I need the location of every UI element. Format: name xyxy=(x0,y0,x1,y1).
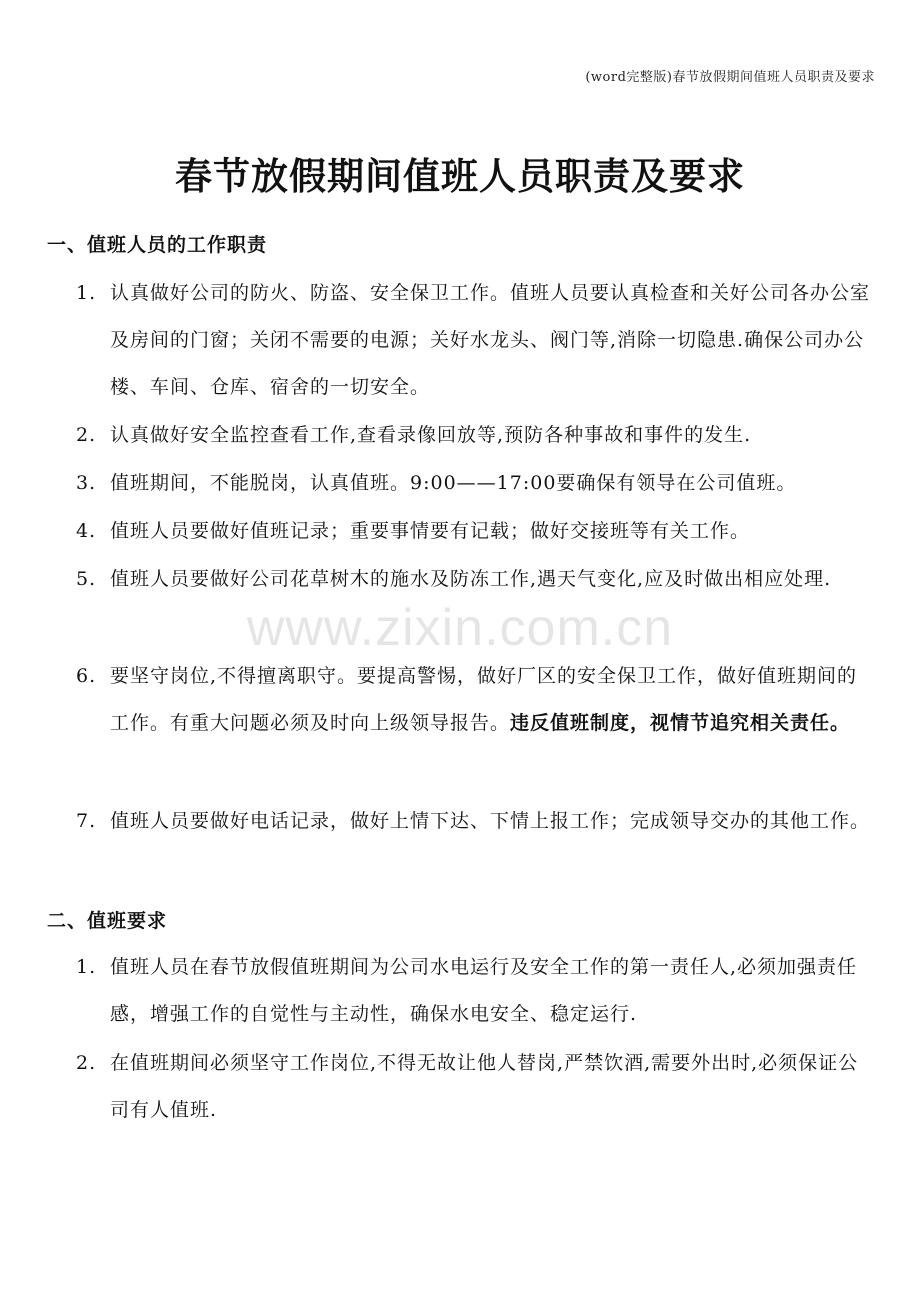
list-item xyxy=(76,556,876,603)
list-item-text: 值班人员要做好值班记录；重要事情要有记载；做好交接班等有关工作。 xyxy=(110,520,751,542)
list-item-number: 6. xyxy=(76,665,97,687)
list-item-text: 值班人员在春节放假值班期间为公司水电运行及安全工作的第一责任人,必须加强责任感，增强工作的自觉性与主动性，确保水电安全、稳定运行. xyxy=(110,956,858,1025)
watermark: www.zixin.com.cn xyxy=(246,599,674,657)
list-item-text: 值班人员要做好公司花草树木的施水及防冻工作,遇天气变化,应及时做出相应处理. xyxy=(110,568,832,590)
list-item xyxy=(76,412,876,459)
list-item-number: 2. xyxy=(76,1052,97,1074)
list-item-number: 7. xyxy=(76,810,97,832)
section-heading-duties: 一、值班人员的工作职责 xyxy=(47,234,268,256)
list-item-text-wrapper xyxy=(110,653,876,747)
list-item xyxy=(76,508,876,555)
list-item-number: 4. xyxy=(76,520,97,542)
list-item-emphasis: 违反值班制度，视情节追究相关责任。 xyxy=(510,712,851,734)
list-item xyxy=(76,270,876,411)
list-item-text: 认真做好安全监控查看工作,查看录像回放等,预防各种事故和事件的发生. xyxy=(110,424,752,446)
list-item xyxy=(76,653,876,747)
list-item-text: 在值班期间必须坚守工作岗位,不得无故让他人替岗,严禁饮酒,需要外出时,必须保证公司有人值班. xyxy=(110,1052,859,1121)
list-item-number: 5. xyxy=(76,568,97,590)
list-item-number: 1. xyxy=(76,956,97,978)
list-item-text: 要坚守岗位,不得擅离职守。要提高警惕，做好厂区的安全保卫工作，做好值班期间的工作。有重大问题必须及时向上级领导报告。 xyxy=(110,665,858,734)
list-item-number: 1. xyxy=(76,282,97,304)
list-item-text: 值班人员要做好电话记录，做好上情下达、下情上报工作；完成领导交办的其他工作。 xyxy=(110,810,871,832)
list-item-text: 值班期间，不能脱岗，认真值班。9:00——17:00要确保有领导在公司值班。 xyxy=(110,472,797,494)
list-item-number: 3. xyxy=(76,472,97,494)
document-header: (word完整版)春节放假期间值班人员职责及要求 xyxy=(585,70,875,85)
list-item xyxy=(76,460,876,507)
list-item xyxy=(76,1040,876,1134)
page-title: 春节放假期间值班人员职责及要求 xyxy=(175,155,745,198)
list-item xyxy=(76,798,876,845)
list-item xyxy=(76,944,876,1038)
list-item-text: 认真做好公司的防火、防盗、安全保卫工作。值班人员要认真检查和关好公司各办公室及房间的门窗；关闭不需要的电源；关好水龙头、阀门等,消除一切隐患.确保公司办公楼、车间、仓库、宿舍的一切安全。 xyxy=(110,282,871,398)
section-heading-requirements: 二、值班要求 xyxy=(47,910,168,932)
list-item-number: 2. xyxy=(76,424,97,446)
